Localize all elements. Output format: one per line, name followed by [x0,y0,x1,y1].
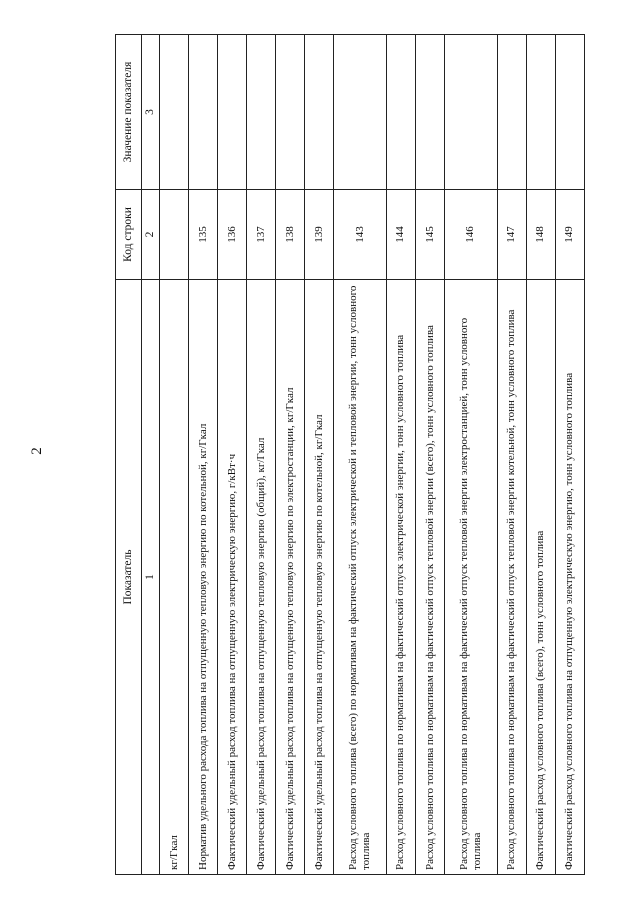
table-row [555,35,584,875]
indicator-value [218,35,247,190]
table-row [497,35,526,875]
table-row [415,35,444,875]
row-code: 143 [334,190,387,280]
row-code: 135 [189,190,218,280]
indicators-table-container [115,35,585,875]
table-row [218,35,247,875]
header-indicator-value: Значение показателя [116,35,142,190]
header-indicator: Показатель [116,280,142,875]
indicator-value [276,35,305,190]
indicator-label: Фактический расход условного топлива (всего), тонн условного топлива [526,280,555,875]
indicator-label: Фактический удельный расход топлива на отпущенную электрическую энергию, г/кВт·ч [218,280,247,875]
indicator-label: Расход условного топлива по нормативам на фактический отпуск тепловой энергии электростанцией, тонн условного топлива [445,280,498,875]
table-row [334,35,387,875]
row-code: 147 [497,190,526,280]
indicator-value [555,35,584,190]
table-row [189,35,218,875]
table-row [276,35,305,875]
indicator-label: Фактический удельный расход топлива на отпущенную тепловую энергию по электростанции, кг/Гкал [276,280,305,875]
row-code: 149 [555,190,584,280]
indicator-value [247,35,276,190]
row-code: 137 [247,190,276,280]
header-row-code: Код строки [116,190,142,280]
indicator-label: Фактический удельный расход топлива на отпущенную тепловую энергию по котельной, кг/Гкал [305,280,334,875]
indicator-label: Норматив удельного расхода топлива на отпущенную тепловую энергию по котельной, кг/Гкал [189,280,218,875]
indicator-label: Фактический удельный расход топлива на отпущенную тепловую энергию (общий), кг/Гкал [247,280,276,875]
table-row [160,35,189,875]
indicator-value [334,35,387,190]
indicator-label: Расход условного топлива по нормативам на фактический отпуск тепловой энергии (всего), тонн условного топлива [415,280,444,875]
table-header-row [116,35,142,875]
column-number: 1 [142,280,160,875]
indicator-value [497,35,526,190]
indicator-label: кг/Гкал [160,280,189,875]
row-code: 138 [276,190,305,280]
table-row [247,35,276,875]
indicator-value [386,35,415,190]
table-row [305,35,334,875]
indicator-label: Расход условного топлива по нормативам на фактический отпуск тепловой энергии котельной, тонн условного топлива [497,280,526,875]
row-code: 136 [218,190,247,280]
table-row [386,35,415,875]
row-code: 145 [415,190,444,280]
indicator-value [445,35,498,190]
indicator-value [160,35,189,190]
indicator-value [189,35,218,190]
row-code: 139 [305,190,334,280]
indicators-table [115,34,585,875]
indicator-value [305,35,334,190]
row-code: 146 [445,190,498,280]
page-number: 2 [29,447,45,455]
indicator-value [526,35,555,190]
indicator-label: Фактический расход условного топлива на отпущенную электрическую энергию, тонн условного топлива [555,280,584,875]
indicator-label: Расход условного топлива по нормативам на фактический отпуск электрической энергии, тонн условного топлива [386,280,415,875]
table-row [526,35,555,875]
column-number-row [142,35,160,875]
indicator-label: Расход условного топлива (всего) по нормативам на фактический отпуск электрической и тепловой энергии, тонн условного топлива [334,280,387,875]
indicator-value [415,35,444,190]
column-number: 2 [142,190,160,280]
table-row [445,35,498,875]
row-code: 144 [386,190,415,280]
row-code: 148 [526,190,555,280]
row-code [160,190,189,280]
column-number: 3 [142,35,160,190]
